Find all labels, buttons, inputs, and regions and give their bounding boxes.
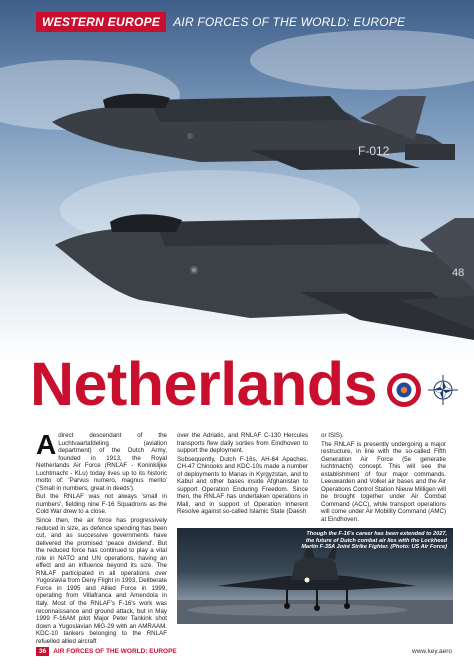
- paragraph: The RNLAF is presently undergoing a major restructure, in line with the so-called Fifth Generation Air Force (5e generatie luchtmacht) concept. This will see the establishment of four major commands. Leeuwarden and Volkel air bases and the Air Operations Control Station Nieuw Milligen will be brought together under Air Combat Command (ACC), while transport operations will come under Air Mobility Command (AMC) at Eindhoven.: [321, 440, 446, 524]
- caption-text: Though the F-16's career has been extended to 2027, the future of Dutch combat air lies with the Lockheed Martin F-35A Joint Strike Fighter.: [301, 531, 447, 551]
- section-header: [36, 12, 405, 32]
- article-column-3: [321, 432, 446, 525]
- photo-caption: [297, 531, 447, 551]
- paragraph: [36, 429, 167, 492]
- paragraph: Subsequently, Dutch F-16s, AH-64 Apaches, CH-47 Chinooks and KDC-10s made a number of deployments to Manas in Kyrgyzstan, and to Kabul and other bases inside Afghanistan to support Operation Enduring Freedom. Since then, the RNLAF has undertaken operations in Mali, and in support of Operation Inherent Resolve against so-called Islamic State (Daesh: [177, 455, 308, 516]
- region-tag: WESTERN EUROPE: [36, 12, 166, 32]
- drop-cap: A: [36, 429, 57, 460]
- paragraph: Since then, the air force has progressively reduced in size, as defence spending has been cut, and as successive governments have delivered the promised 'peace dividend'. But the reduced force has continued to play a vital role in NATO and UN operations, having an effect and an influence beyond its size. The RNLAF participated in all operations over Yugoslavia from Deny Flight in 1993, Deliberate Force in 1995 and Allied Force in 1999, operating from Villafranca and Amendola in Italy. Most of the RNLAF's F-16's work was reconnaissance and ground attack, but in May 1999 F-16AM pilot Major Peter Tankink shot down a Yugoslavian MiG-29 with an AMRAAM. KDC-10 tankers belonging to the RNLAF refuelled allied aircraft: [36, 517, 167, 645]
- article-column-1: [36, 429, 167, 646]
- paragraph: But the RNLAF was not always 'small in numbers', fielding nine F-16 Squadrons as the Cold War drew to a close.: [36, 493, 167, 516]
- nato-emblem-icon: [427, 374, 459, 406]
- article-column-2: [177, 432, 308, 517]
- photo-credit: (Photo: US Air Force): [390, 544, 447, 551]
- f35-jet-bottom: [55, 214, 474, 340]
- section-title: AIR FORCES OF THE WORLD: EUROPE: [173, 15, 406, 29]
- paragraph: or ISIS).: [321, 432, 344, 439]
- page-title: Netherlands: [30, 350, 378, 418]
- footer-website: www.key.aero: [412, 647, 452, 655]
- page-footer: [36, 645, 452, 657]
- tail-code-bottom: 48: [452, 267, 465, 279]
- tail-code-top: F-012: [358, 144, 390, 158]
- paragraph: over the Adriatic, and RNLAF C-130 Hercules transports flew daily sorties from Eindhoven to support the deployment.: [177, 432, 308, 455]
- page-number: 36: [36, 647, 49, 656]
- rnlaf-roundel-icon: [386, 372, 422, 408]
- footer-title: AIR FORCES OF THE WORLD: EUROPE: [53, 647, 177, 655]
- paragraph-text: direct descendant of the Luchtvaartafdeling (aviation department) of the Dutch Army, founded in 1913, the Royal Netherlands Air Force (RNLAF - Koninklijke Luchtmacht - KLu) today lives up to its historic motto of: 'Parvus numero, magnus merito' ('Small in numbers, great in deeds').: [36, 432, 167, 492]
- f35-jet-top: [52, 94, 455, 170]
- f35-taxi-photo: [177, 528, 453, 624]
